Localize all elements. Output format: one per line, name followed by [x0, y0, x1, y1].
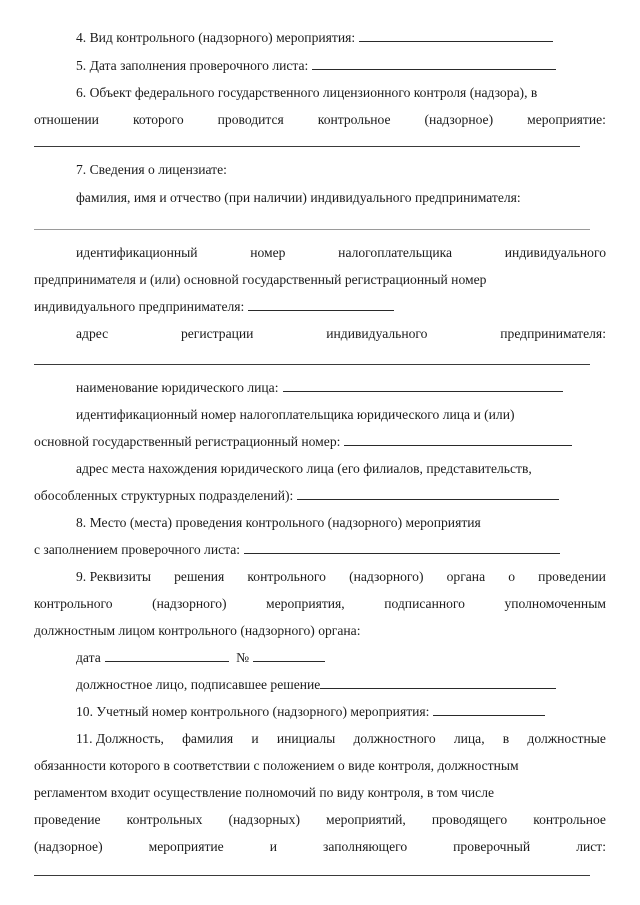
item-7-name-field[interactable] [283, 380, 563, 392]
item-11-line-1-word: и [251, 731, 259, 746]
item-5 [76, 58, 556, 74]
item-11-line-2: обязанности которого в соответствии с положением о виде контроля, должностным [34, 758, 519, 773]
item-9-line-1-word: решения [174, 569, 225, 584]
item-7-jaddr-label: обособленных структурных подразделений): [34, 488, 294, 503]
item-7-inn-line-1-word: идентификационный [76, 245, 198, 260]
item-11-line-5-word: проверочный [453, 839, 531, 854]
item-11-line-4-word: мероприятий, [326, 812, 406, 827]
item-11-line-4-word: контрольных [126, 812, 203, 827]
item-7-jaddr-line-1: адрес места нахождения юридического лица (его филиалов, представительств, [76, 461, 532, 476]
item-10-label: 10. Учетный номер контрольного (надзорного) мероприятия: [76, 704, 430, 719]
item-7-name-label: наименование юридического лица: [76, 380, 279, 395]
item-7-addr-line [76, 326, 606, 342]
item-9-line-1 [76, 569, 606, 585]
item-11-line-5-word: мероприятие [148, 839, 224, 854]
item-7-name-line [76, 380, 563, 396]
item-7-inn-label: индивидуального предпринимателя: [34, 299, 245, 314]
item-11-line-1 [76, 731, 606, 747]
item-8-line-1: 8. Место (места) проведения контрольного (надзорного) мероприятия [76, 515, 481, 530]
item-7-inn-line-1-word: номер [250, 245, 286, 260]
item-9-number-label: № [236, 650, 250, 665]
item-11-line-5-word: лист: [576, 839, 606, 854]
item-11-line-1-word: должностного [353, 731, 436, 746]
item-7-inn-line-2: предпринимателя и (или) основной государственный регистрационный номер [34, 272, 487, 287]
item-9-signer-line [76, 677, 556, 693]
item-11-line-1-word: должностные [527, 731, 606, 746]
item-10 [76, 704, 545, 720]
item-9-line-1-word: органа [446, 569, 486, 584]
item-8-line-2 [34, 542, 560, 558]
item-9-line-3: должностным лицом контрольного (надзорного) органа: [34, 623, 361, 638]
item-9-line-2-word: мероприятия, [266, 596, 345, 611]
item-11-field[interactable] [34, 875, 590, 876]
item-6-field[interactable] [34, 146, 580, 147]
item-7-inn-line-1 [76, 245, 606, 261]
item-9-line-2 [34, 596, 606, 612]
item-11-line-4-word: (надзорных) [228, 812, 300, 827]
item-9-line-2-word: контрольного [34, 596, 113, 611]
item-11-line-4-word: проведение [34, 812, 101, 827]
item-10-field[interactable] [433, 704, 545, 716]
item-11-line-1-word: 11. Должность, [76, 731, 164, 746]
item-9-line-1-word: 9. Реквизиты [76, 569, 152, 584]
item-6-line-2-word: контрольное [317, 112, 391, 127]
item-8-label: с заполнением проверочного листа: [34, 542, 241, 557]
item-7-inn-field[interactable] [248, 299, 394, 311]
item-6-line-2-word: отношении [34, 112, 99, 127]
item-11-line-5 [34, 839, 606, 855]
item-7-addr-field[interactable] [34, 364, 590, 365]
item-11-line-4-word: контрольное [533, 812, 606, 827]
item-9-date-field[interactable] [105, 650, 229, 662]
item-7-jinn-line-1: идентификационный номер налогоплательщика юридического лица и (или) [76, 407, 515, 422]
item-7-jinn-label: основной государственный регистрационный номер: [34, 434, 341, 449]
item-8-field[interactable] [244, 542, 560, 554]
item-9-line-2-word: подписанного [384, 596, 465, 611]
item-11-line-4 [34, 812, 606, 828]
item-11-line-5-word: и [269, 839, 277, 854]
item-6-line-2 [34, 112, 606, 128]
item-7-jaddr-line-2 [34, 488, 559, 504]
item-7-addr-line-word: регистрации [180, 326, 254, 341]
item-6-line-2-word: которого [132, 112, 184, 127]
item-9-line-1-word: (надзорного) [349, 569, 424, 584]
item-7-inn-line-3 [34, 299, 394, 315]
item-4-label: 4. Вид контрольного (надзорного) мероприятия: [76, 30, 356, 45]
item-4-field[interactable] [359, 30, 553, 42]
item-7-jinn-line-2 [34, 434, 572, 450]
item-6-line-2-word: проводится [217, 112, 284, 127]
item-11-line-1-word: фамилия [182, 731, 234, 746]
item-6-line-2-word: мероприятие: [527, 112, 606, 127]
item-6-line-2-word: (надзорное) [424, 112, 494, 127]
item-11-line-1-word: лица, [453, 731, 485, 746]
item-9-line-1-word: проведении [538, 569, 606, 584]
item-7-inn-line-1-word: индивидуального [504, 245, 606, 260]
item-11-line-3: регламентом входит осуществление полномочий по виду контроля, в том числе [34, 785, 495, 800]
item-9-line-1-word: о [508, 569, 515, 584]
item-7-addr-line-word: индивидуального [326, 326, 428, 341]
item-7-jinn-field[interactable] [344, 434, 572, 446]
item-7-inn-line-1-word: налогоплательщика [338, 245, 453, 260]
item-9-date-line [76, 650, 325, 666]
item-7-addr-line-word: предпринимателя: [500, 326, 606, 341]
item-7-fio-field[interactable] [34, 229, 590, 230]
item-7-title: 7. Сведения о лицензиате: [76, 162, 227, 177]
item-11-line-1-word: инициалы [276, 731, 336, 746]
item-9-line-1-word: контрольного [247, 569, 326, 584]
item-7-jaddr-field[interactable] [297, 488, 559, 500]
item-9-number-field[interactable] [253, 650, 325, 662]
item-9-line-2-word: (надзорного) [152, 596, 227, 611]
item-11-line-4-word: проводящего [431, 812, 508, 827]
item-9-line-2-word: уполномоченным [504, 596, 606, 611]
item-9-signer-field[interactable] [320, 677, 556, 689]
item-7-fio-label: фамилия, имя и отчество (при наличии) индивидуального предпринимателя: [76, 190, 521, 205]
item-6-line-1: 6. Объект федерального государственного лицензионного контроля (надзора), в [76, 85, 538, 100]
item-9-signer-label: должностное лицо, подписавшее решение [76, 677, 321, 692]
item-7-addr-line-word: адрес [76, 326, 109, 341]
item-11-line-5-word: заполняющего [323, 839, 408, 854]
item-11-line-1-word: в [502, 731, 510, 746]
item-5-label: 5. Дата заполнения проверочного листа: [76, 58, 309, 73]
item-5-field[interactable] [312, 58, 556, 70]
item-9-date-label: дата [76, 650, 101, 665]
item-4 [76, 30, 553, 46]
item-11-line-5-word: (надзорное) [34, 839, 103, 854]
